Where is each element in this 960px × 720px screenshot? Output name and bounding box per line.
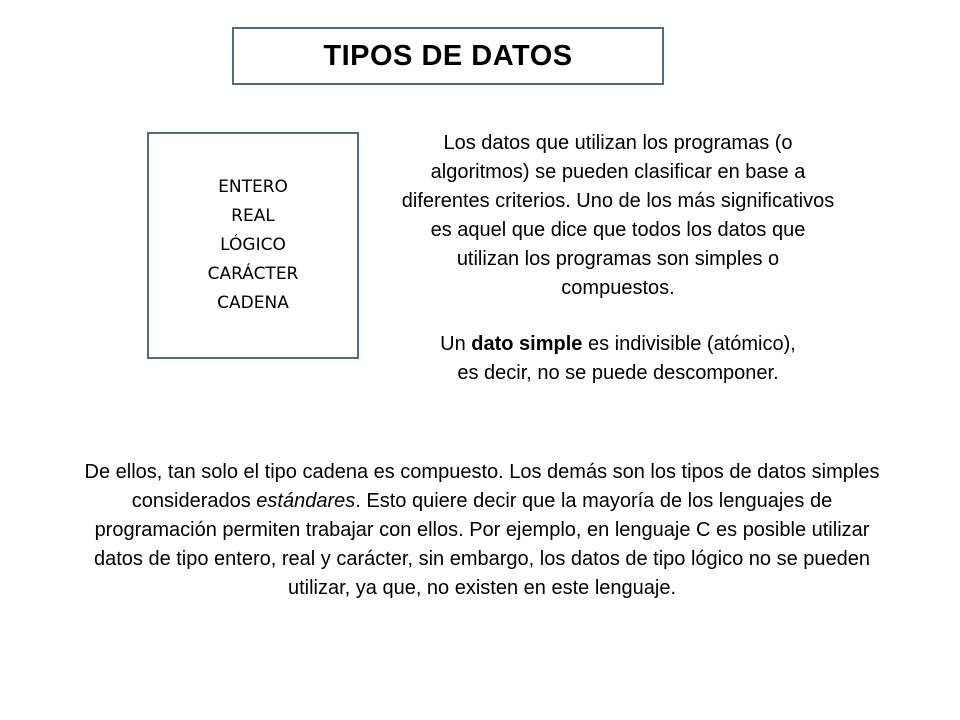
data-types-box: [147, 132, 359, 359]
simple-suffix: es indivisible (atómico), es decir, no se puede descomponer.: [457, 333, 796, 384]
type-entero: ENTERO: [218, 177, 288, 197]
intro-paragraph: Los datos que utilizan los programas (o algoritmos) se pueden clasificar en base a diferentes criterios. Uno de los más significativos es aquel que dice que todos los datos que utilizan los programas son simples o compuestos.: [401, 132, 835, 299]
simple-paragraph: [428, 330, 808, 388]
simple-bold-term: dato simple: [471, 333, 583, 355]
type-real: REAL: [231, 206, 275, 226]
type-caracter: CARÁCTER: [207, 264, 299, 284]
simple-prefix: Un: [440, 333, 472, 355]
bottom-part2: . Esto quiere decir que la mayoría de los lenguajes de programación permiten trabajar con ellos. Por ejemplo, en lenguaje C es posible utilizar datos de tipo entero, real y carácter, sin embargo, los datos de tipo lógico no se pueden utilizar, ya que, no existen en este lenguaje.: [93, 490, 871, 599]
bottom-paragraph: [78, 458, 886, 603]
bottom-part1: De ellos, tan solo el tipo cadena es compuesto. Los demás son los tipos de datos simples considerados: [84, 461, 880, 512]
simple-paragraph-block: [428, 330, 808, 388]
intro-paragraph-block: [398, 129, 838, 303]
bottom-paragraph-block: [78, 458, 886, 603]
type-logico: LÓGICO: [220, 235, 286, 255]
title-box: [232, 27, 664, 85]
bottom-italic-term: estándares: [256, 490, 356, 512]
page-title: TIPOS DE DATOS: [323, 39, 573, 72]
type-cadena: CADENA: [217, 293, 289, 313]
